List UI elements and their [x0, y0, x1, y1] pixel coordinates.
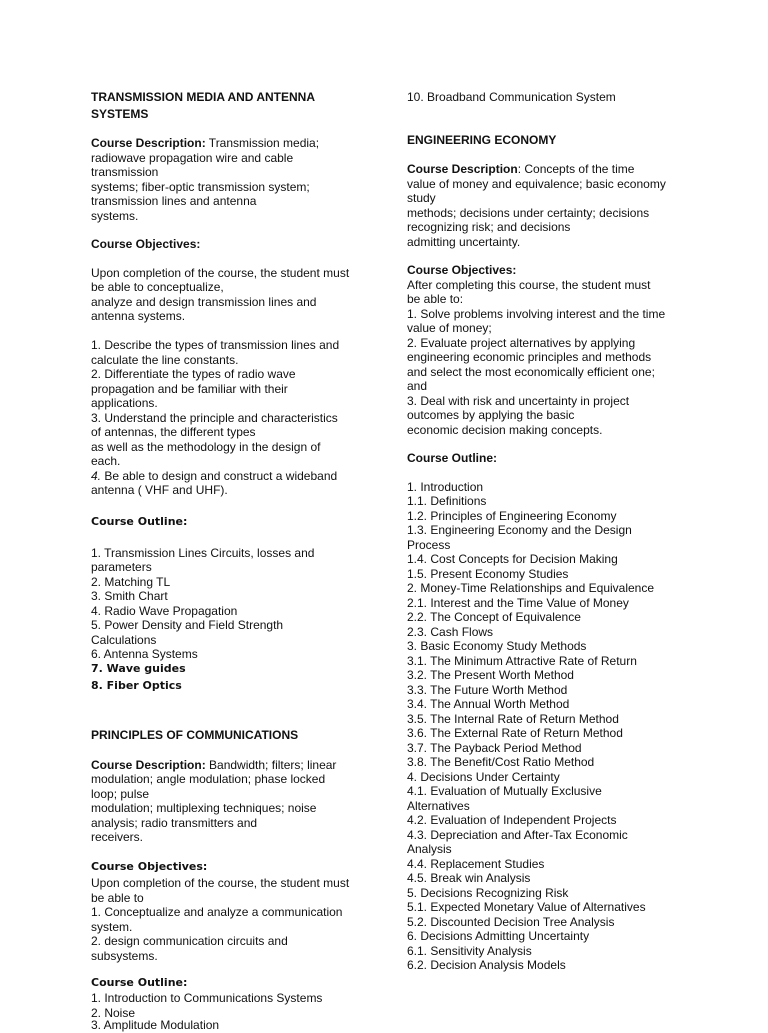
economy-description-line1 — [407, 162, 634, 177]
transmission-outline-item: 7. Wave guides — [91, 662, 186, 675]
transmission-objective-4-line2: antenna ( VHF and UHF). — [91, 483, 228, 497]
economy-objective-line: and — [407, 379, 428, 393]
economy-outline-item: 2.1. Interest and the Time Value of Money — [407, 595, 629, 610]
communications-objectives-line3: 1. Conceptualize and analyze a communication — [91, 905, 343, 919]
description-text: Transmission media; — [205, 136, 320, 150]
transmission-objectives-intro3: analyze and design transmission lines and — [91, 294, 317, 309]
transmission-outline-item: 4. Radio Wave Propagation — [91, 603, 238, 618]
economy-outline-item: 6. Decisions Admitting Uncertainty — [407, 929, 590, 943]
transmission-outline-item: 2. Matching TL — [91, 574, 171, 589]
economy-outline-item: 6.1. Sensitivity Analysis — [407, 943, 532, 958]
transmission-description-line5: transmission lines and antenna — [91, 194, 257, 208]
economy-description-line5: recognizing risk; and decisions — [407, 220, 571, 234]
economy-outline-item: 2.2. The Concept of Equivalence — [407, 610, 581, 624]
economy-description-line4: methods; decisions under certainty; decisions — [407, 205, 650, 220]
transmission-outline-item: parameters — [91, 560, 152, 574]
description-label: Course Description: — [91, 136, 206, 150]
communications-objectives-line2: be able to — [91, 890, 144, 905]
communications-description-line2: modulation; angle modulation; phase locked — [91, 772, 326, 786]
communications-description-line3: loop; pulse — [91, 786, 150, 801]
economy-objective-line: After completing this course, the student must — [407, 277, 651, 292]
communications-description-line5: analysis; radio transmitters and — [91, 815, 258, 830]
communications-objectives-line6: subsystems. — [91, 948, 158, 963]
economy-outline-item: 3.8. The Benefit/Cost Ratio Method — [407, 755, 595, 769]
transmission-outline-item: 5. Power Density and Field Strength — [91, 618, 284, 632]
transmission-title-line1: TRANSMISSION MEDIA AND ANTENNA — [91, 90, 315, 104]
transmission-description-line1 — [91, 136, 319, 151]
transmission-outline-label: Course Outline: — [91, 515, 188, 528]
communications-objectives-line4: system. — [91, 919, 133, 934]
economy-objective-line: 1. Solve problems involving interest and the time — [407, 306, 666, 321]
economy-outline-item: 2. Money-Time Relationships and Equivalence — [407, 581, 655, 595]
transmission-description-line3: transmission — [91, 165, 159, 179]
communications-objectives-line5: 2. design communication circuits and — [91, 934, 288, 948]
transmission-description-line4: systems; fiber-optic transmission system; — [91, 179, 310, 194]
transmission-objective-1-line2: calculate the line constants. — [91, 352, 239, 367]
communications-title: PRINCIPLES OF COMMUNICATIONS — [91, 728, 299, 742]
transmission-objective-2-line2: propagation and be familiar with their — [91, 381, 288, 396]
economy-objective-line: 3. Deal with risk and uncertainty in project — [407, 393, 630, 408]
transmission-objective-2-line3: applications. — [91, 396, 158, 410]
economy-outline-item: 4.4. Replacement Studies — [407, 856, 545, 871]
economy-outline-item: 3.5. The Internal Rate of Return Method — [407, 711, 619, 726]
transmission-objective-3-line4: each. — [91, 454, 121, 468]
economy-outline-item: 1.4. Cost Concepts for Decision Making — [407, 552, 618, 566]
broadband-item: 10. Broadband Communication System — [407, 90, 616, 104]
economy-outline-item: Analysis — [407, 842, 452, 856]
economy-title: ENGINEERING ECONOMY — [407, 133, 557, 147]
economy-outline-item: 4.1. Evaluation of Mutually Exclusive — [407, 784, 602, 798]
transmission-objective-2-line1: 2. Differentiate the types of radio wave — [91, 367, 296, 381]
description-text: Bandwidth; filters; linear — [205, 757, 337, 772]
communications-outline-label: Course Outline: — [91, 976, 188, 989]
economy-objective-line: engineering economic principles and methods — [407, 350, 652, 364]
communications-objectives-label: Course Objectives: — [91, 860, 208, 873]
economy-objective-line: and select the most economically efficient one; — [407, 364, 655, 379]
economy-outline-label: Course Outline: — [407, 451, 498, 465]
transmission-description-line2: radiowave propagation wire and cable — [91, 150, 294, 165]
transmission-objectives-intro1: Upon completion of the course, the student must — [91, 265, 350, 280]
transmission-objective-3-line1: 3. Understand the principle and characteristics — [91, 410, 338, 425]
transmission-objective-3-line2: of antennas, the different types — [91, 425, 256, 439]
communications-outline-item: 3. Amplitude Modulation — [91, 1018, 220, 1032]
economy-description-line3: study — [407, 191, 436, 205]
economy-outline-item: 1.3. Engineering Economy and the Design — [407, 523, 632, 537]
transmission-objectives-label: Course Objectives: — [91, 237, 201, 251]
economy-outline-item: 6.2. Decision Analysis Models — [407, 958, 566, 972]
communications-description-line1 — [91, 758, 336, 773]
economy-outline-item: 5. Decisions Recognizing Risk — [407, 885, 569, 900]
economy-outline-item: 3.6. The External Rate of Return Method — [407, 726, 623, 740]
communications-outline-item: 1. Introduction to Communications Systems — [91, 991, 323, 1005]
communications-description-line4: modulation; multiplexing techniques; noise — [91, 801, 317, 815]
economy-objective-line: be able to: — [407, 292, 464, 306]
economy-outline-item: Process — [407, 537, 451, 552]
transmission-title-line2: SYSTEMS — [91, 107, 149, 121]
economy-outline-item: 3.4. The Annual Worth Method — [407, 697, 570, 711]
economy-description-line2: value of money and equivalence; basic economy — [407, 176, 666, 191]
economy-outline-item: 4.3. Depreciation and After-Tax Economic — [407, 827, 628, 842]
economy-outline-item: 3.1. The Minimum Attractive Rate of Return — [407, 653, 637, 668]
economy-objective-line: outcomes by applying the basic — [407, 408, 575, 422]
objective-4-number: 4. — [91, 468, 102, 483]
description-label: Course Description — [407, 162, 518, 176]
transmission-outline-item: Calculations — [91, 632, 157, 647]
economy-objective-line: 2. Evaluate project alternatives by applying — [407, 335, 636, 350]
transmission-objectives-intro4: antenna systems. — [91, 309, 186, 323]
transmission-outline-item: 3. Smith Chart — [91, 589, 168, 603]
transmission-objective-3-line3: as well as the methodology in the design of — [91, 439, 321, 454]
economy-objective-line: economic decision making concepts. — [407, 422, 603, 437]
economy-objectives-label: Course Objectives: — [407, 263, 517, 277]
economy-description-line6: admitting uncertainty. — [407, 234, 521, 249]
description-label: Course Description: — [91, 757, 206, 772]
economy-outline-item: 1.5. Present Economy Studies — [407, 566, 569, 581]
economy-outline-item: 1.1. Definitions — [407, 494, 487, 508]
economy-outline-item: 4.2. Evaluation of Independent Projects — [407, 813, 617, 827]
economy-outline-item: 1. Introduction — [407, 479, 484, 494]
economy-outline-item: 4. Decisions Under Certainty — [407, 769, 560, 784]
transmission-objective-1-line1: 1. Describe the types of transmission lines and — [91, 338, 340, 352]
economy-outline-item: 4.5. Break win Analysis — [407, 871, 531, 885]
economy-outline-item: 3.7. The Payback Period Method — [407, 740, 582, 755]
transmission-outline-item: 6. Antenna Systems — [91, 647, 198, 661]
economy-outline-item: 3. Basic Economy Study Methods — [407, 639, 587, 653]
communications-objectives-line1: Upon completion of the course, the student must — [91, 876, 350, 890]
transmission-objective-4-line1 — [91, 469, 337, 484]
description-text: : Concepts of the time — [517, 162, 635, 176]
transmission-outline-item: 8. Fiber Optics — [91, 679, 182, 692]
communications-description-line6: receivers. — [91, 830, 144, 844]
economy-outline-item: 5.2. Discounted Decision Tree Analysis — [407, 914, 615, 929]
economy-outline-item: 2.3. Cash Flows — [407, 624, 494, 639]
transmission-outline-item: 1. Transmission Lines Circuits, losses and — [91, 545, 315, 560]
economy-objective-line: value of money; — [407, 321, 492, 335]
economy-outline-item: 3.2. The Present Worth Method — [407, 668, 574, 682]
economy-outline-item: Alternatives — [407, 798, 470, 813]
transmission-objectives-intro2: be able to conceptualize, — [91, 280, 224, 294]
objective-4-text: Be able to design and construct a wideband — [101, 468, 338, 483]
communications-outline-item: 2. Noise — [91, 1005, 136, 1020]
economy-outline-item: 3.3. The Future Worth Method — [407, 682, 568, 697]
transmission-description-line6: systems. — [91, 208, 139, 223]
economy-outline-item: 5.1. Expected Monetary Value of Alternatives — [407, 900, 646, 914]
economy-outline-item: 1.2. Principles of Engineering Economy — [407, 508, 617, 523]
